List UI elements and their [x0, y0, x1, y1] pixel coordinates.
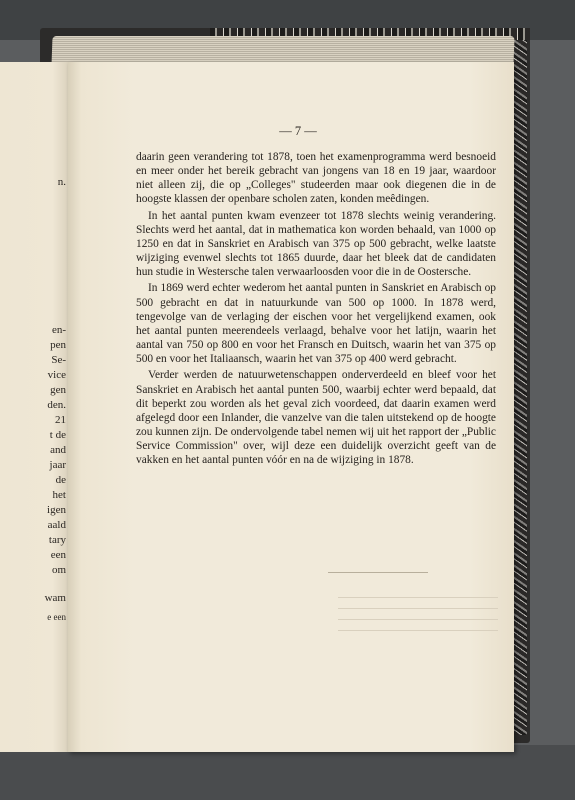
- paragraph: In 1869 werd echter wederom het aantal punten in Sanskriet en Arabisch op 500 gebracht en dat in natuurkunde van 500 op 1000. In 1878 werd, tengevolge van de verlaging der eischen voor het vergelijkend examen, ook het aantal punten meerendeels verlaagd, behalve voor het latijn, waarin het aantal van 750 op 800 en voor het Fransch en Duitsch, waarin het van 375 op 500 en voor het Italiaansch, waarin het van 375 op 400 werd gebracht.: [136, 282, 496, 366]
- left-fragment: het: [52, 489, 66, 501]
- background-bottom: [0, 745, 575, 800]
- paragraph: In het aantal punten kwam evenzeer tot 1878 slechts weinig verandering. Slechts werd het aantal, dat in mathematica kon worden behaald, van 1000 op 1250 en dat in Sanskriet en Arabisch van 375 op 500 gebracht, welke laatste wijziging evenwel slechts tot 1865 duurde, daar het bleek dat de candidaten hun studie in Westersche talen verwaarloosden voor die in de Oostersche.: [136, 209, 496, 279]
- left-fragment: tary: [48, 534, 66, 546]
- left-fragment: gen: [50, 384, 66, 396]
- book-page: [68, 62, 514, 752]
- page-number: — 7 —: [279, 124, 317, 138]
- left-fragment: den.: [47, 399, 66, 411]
- left-fragment: igen: [47, 504, 66, 516]
- left-fragment: pen: [50, 339, 66, 351]
- left-fragment: de: [55, 474, 66, 486]
- section-divider: [328, 572, 428, 573]
- paragraph: daarin geen verandering tot 1878, toen het examenprogramma werd besnoeid en meer onder het bereik gebracht van jongens van 18 en 19 jaar, waardoor niet alleen zij, die op „Colleges" studeerden maar ook diegenen die in de hoogste klassen der openbare scholen zaten, konden meêdingen.: [136, 151, 496, 206]
- left-fragment: om: [51, 564, 66, 576]
- left-fragment: and: [50, 444, 66, 456]
- left-fragment: en-: [51, 324, 66, 336]
- left-fragment: wam: [44, 592, 66, 604]
- left-fragment: t de: [49, 429, 66, 441]
- left-fragment: Se-: [51, 354, 66, 366]
- left-fragment: 21: [55, 414, 66, 426]
- left-facing-page: [0, 62, 70, 752]
- paragraph: Verder werden de natuurwetenschappen onderverdeeld en bleef voor het Sanskriet en Arabisch het aantal punten 500, waarbij echter werd bepaald, dat dit beperkt zou worden als het geval zich voordeed, dat daarin examen werd afgelegd door een Inlander, die vanzelve van die talen uitstekend op de hoogte zou kunnen zijn. De ondervolgende tabel nemen wij uit het rapport der „Public Service Commission" over, wijl deze een duidelijk overzicht geeft van de vakken en het aantal punten vóór en na de wijziging in 1878.: [136, 369, 496, 467]
- page-body: [136, 150, 496, 469]
- left-fragment: e een: [47, 612, 66, 622]
- left-fragment: vice: [47, 369, 66, 381]
- bleed-through-lines: [338, 587, 498, 641]
- left-fragment: n.: [57, 176, 66, 188]
- left-fragment: aald: [47, 519, 66, 531]
- left-fragment: jaar: [49, 459, 66, 471]
- left-fragment: een: [50, 549, 66, 561]
